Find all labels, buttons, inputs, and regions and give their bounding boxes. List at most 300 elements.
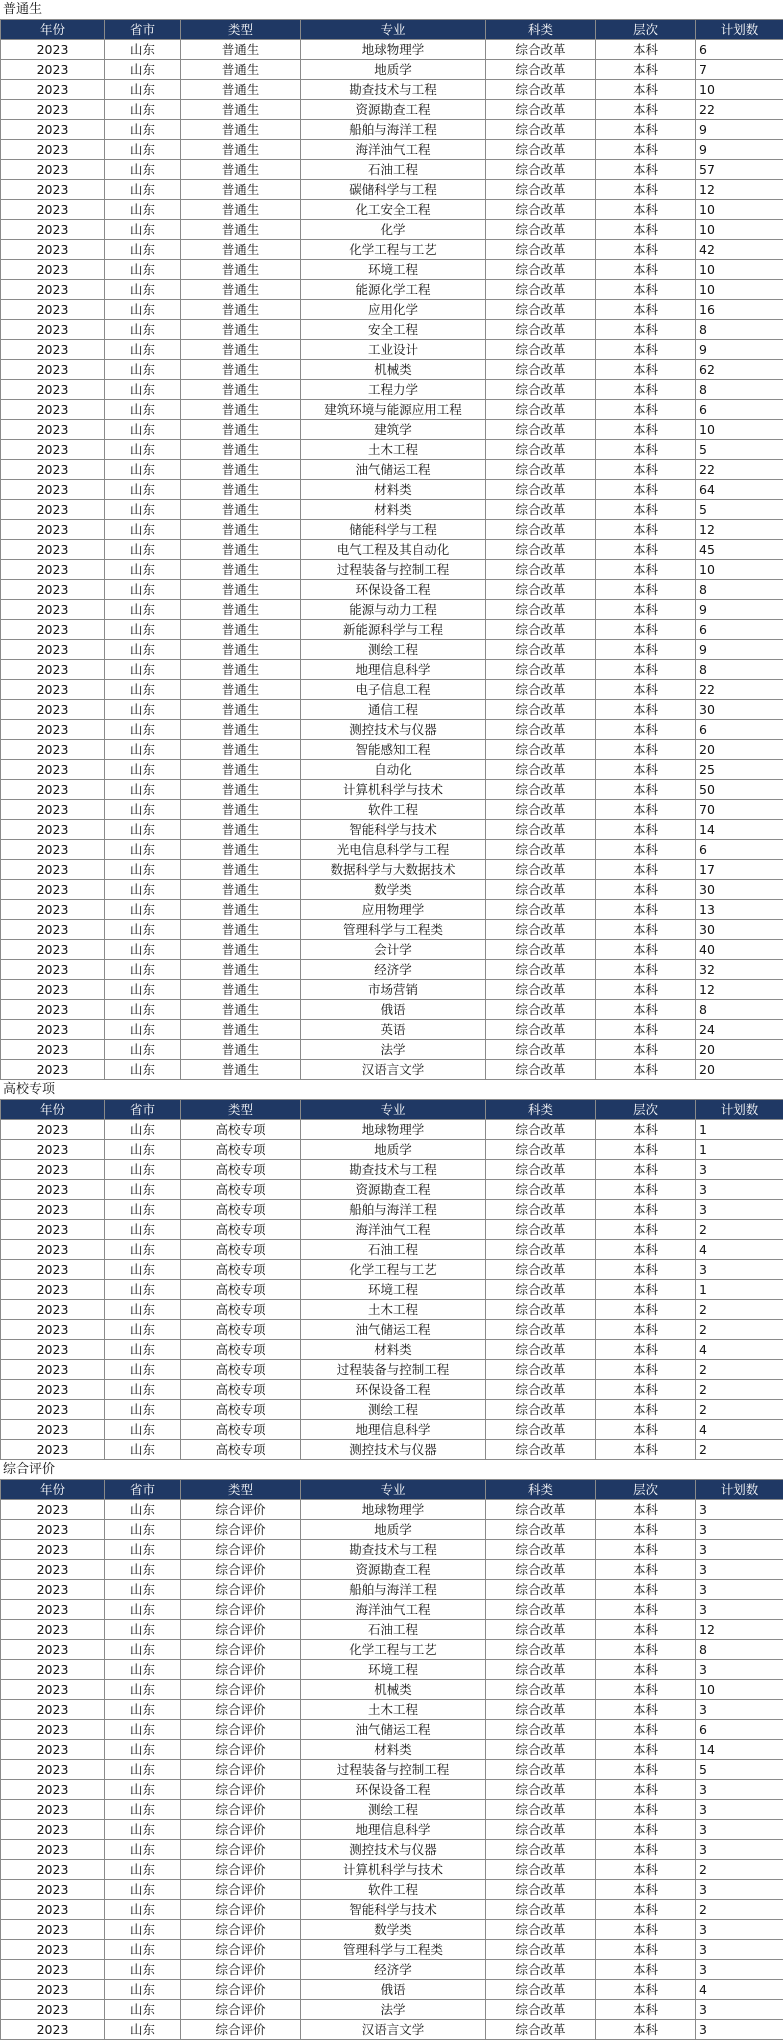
- year-cell: 2023: [1, 540, 105, 560]
- level-cell: 本科: [596, 820, 696, 840]
- province-cell: 山东: [105, 920, 181, 940]
- year-cell: 2023: [1, 860, 105, 880]
- year-cell: 2023: [1, 1300, 105, 1320]
- type-cell: 综合评价: [181, 2000, 301, 2020]
- category-cell: 综合改革: [486, 360, 596, 380]
- category-cell: 综合改革: [486, 1960, 596, 1980]
- province-cell: 山东: [105, 880, 181, 900]
- table-row: [1, 520, 783, 540]
- level-cell: 本科: [596, 220, 696, 240]
- plan-count-cell: 9: [696, 340, 783, 360]
- major-cell: 地理信息科学: [301, 660, 486, 680]
- year-cell: 2023: [1, 1820, 105, 1840]
- province-cell: 山东: [105, 1440, 181, 1460]
- type-cell: 普通生: [181, 980, 301, 1000]
- category-cell: 综合改革: [486, 820, 596, 840]
- level-cell: 本科: [596, 1860, 696, 1880]
- level-cell: 本科: [596, 1800, 696, 1820]
- column-header: 计划数: [696, 1100, 783, 1120]
- type-cell: 普通生: [181, 520, 301, 540]
- level-cell: 本科: [596, 140, 696, 160]
- year-cell: 2023: [1, 1720, 105, 1740]
- major-cell: 市场营销: [301, 980, 486, 1000]
- table-row: [1, 540, 783, 560]
- type-cell: 普通生: [181, 780, 301, 800]
- table-row: [1, 1740, 783, 1760]
- major-cell: 地质学: [301, 1520, 486, 1540]
- major-cell: 测绘工程: [301, 1400, 486, 1420]
- major-cell: 石油工程: [301, 1620, 486, 1640]
- table-row: [1, 140, 783, 160]
- type-cell: 高校专项: [181, 1120, 301, 1140]
- plan-count-cell: 4: [696, 1980, 783, 2000]
- header-row: [1, 1480, 783, 1500]
- major-cell: 测绘工程: [301, 1800, 486, 1820]
- plan-count-cell: 3: [696, 1940, 783, 1960]
- major-cell: 法学: [301, 2000, 486, 2020]
- plan-table: [0, 1099, 783, 1460]
- plan-count-cell: 4: [696, 1340, 783, 1360]
- year-cell: 2023: [1, 1880, 105, 1900]
- plan-count-cell: 30: [696, 920, 783, 940]
- level-cell: 本科: [596, 700, 696, 720]
- level-cell: 本科: [596, 620, 696, 640]
- plan-count-cell: 6: [696, 40, 783, 60]
- table-row: [1, 1920, 783, 1940]
- major-cell: 储能科学与工程: [301, 520, 486, 540]
- year-cell: 2023: [1, 200, 105, 220]
- year-cell: 2023: [1, 1000, 105, 1020]
- major-cell: 石油工程: [301, 1240, 486, 1260]
- column-header: 省市: [105, 1480, 181, 1500]
- type-cell: 高校专项: [181, 1340, 301, 1360]
- level-cell: 本科: [596, 1820, 696, 1840]
- type-cell: 普通生: [181, 900, 301, 920]
- province-cell: 山东: [105, 420, 181, 440]
- year-cell: 2023: [1, 1320, 105, 1340]
- major-cell: 俄语: [301, 1980, 486, 2000]
- year-cell: 2023: [1, 1020, 105, 1040]
- year-cell: 2023: [1, 920, 105, 940]
- level-cell: 本科: [596, 760, 696, 780]
- province-cell: 山东: [105, 40, 181, 60]
- year-cell: 2023: [1, 1800, 105, 1820]
- major-cell: 环保设备工程: [301, 1780, 486, 1800]
- plan-count-cell: 2: [696, 1860, 783, 1880]
- type-cell: 综合评价: [181, 1540, 301, 1560]
- category-cell: 综合改革: [486, 960, 596, 980]
- province-cell: 山东: [105, 2020, 181, 2040]
- table-row: [1, 1300, 783, 1320]
- province-cell: 山东: [105, 1200, 181, 1220]
- province-cell: 山东: [105, 1840, 181, 1860]
- type-cell: 普通生: [181, 60, 301, 80]
- province-cell: 山东: [105, 220, 181, 240]
- level-cell: 本科: [596, 1300, 696, 1320]
- category-cell: 综合改革: [486, 180, 596, 200]
- type-cell: 普通生: [181, 420, 301, 440]
- table-row: [1, 360, 783, 380]
- category-cell: 综合改革: [486, 1220, 596, 1240]
- category-cell: 综合改革: [486, 920, 596, 940]
- plan-count-cell: 6: [696, 400, 783, 420]
- level-cell: 本科: [596, 1400, 696, 1420]
- level-cell: 本科: [596, 800, 696, 820]
- province-cell: 山东: [105, 2000, 181, 2020]
- level-cell: 本科: [596, 640, 696, 660]
- plan-count-cell: 7: [696, 60, 783, 80]
- province-cell: 山东: [105, 820, 181, 840]
- type-cell: 综合评价: [181, 1740, 301, 1760]
- plan-count-cell: 8: [696, 320, 783, 340]
- province-cell: 山东: [105, 580, 181, 600]
- table-row: [1, 1960, 783, 1980]
- major-cell: 环境工程: [301, 1280, 486, 1300]
- plan-count-cell: 3: [696, 1800, 783, 1820]
- table-row: [1, 880, 783, 900]
- level-cell: 本科: [596, 480, 696, 500]
- level-cell: 本科: [596, 340, 696, 360]
- year-cell: 2023: [1, 340, 105, 360]
- type-cell: 综合评价: [181, 1760, 301, 1780]
- category-cell: 综合改革: [486, 380, 596, 400]
- category-cell: 综合改革: [486, 80, 596, 100]
- plan-table: [0, 1479, 783, 2040]
- province-cell: 山东: [105, 1020, 181, 1040]
- province-cell: 山东: [105, 540, 181, 560]
- column-header: 类型: [181, 1480, 301, 1500]
- level-cell: 本科: [596, 460, 696, 480]
- province-cell: 山东: [105, 900, 181, 920]
- major-cell: 船舶与海洋工程: [301, 1200, 486, 1220]
- major-cell: 测控技术与仪器: [301, 1840, 486, 1860]
- province-cell: 山东: [105, 460, 181, 480]
- table-row: [1, 1360, 783, 1380]
- table-row: [1, 1900, 783, 1920]
- plan-count-cell: 10: [696, 200, 783, 220]
- plan-count-cell: 10: [696, 80, 783, 100]
- year-cell: 2023: [1, 180, 105, 200]
- level-cell: 本科: [596, 2020, 696, 2040]
- year-cell: 2023: [1, 420, 105, 440]
- major-cell: 光电信息科学与工程: [301, 840, 486, 860]
- year-cell: 2023: [1, 1240, 105, 1260]
- plan-count-cell: 8: [696, 580, 783, 600]
- category-cell: 综合改革: [486, 1680, 596, 1700]
- category-cell: 综合改革: [486, 340, 596, 360]
- table-row: [1, 780, 783, 800]
- type-cell: 综合评价: [181, 1860, 301, 1880]
- level-cell: 本科: [596, 1520, 696, 1540]
- type-cell: 普通生: [181, 860, 301, 880]
- year-cell: 2023: [1, 1980, 105, 2000]
- year-cell: 2023: [1, 1660, 105, 1680]
- province-cell: 山东: [105, 1640, 181, 1660]
- province-cell: 山东: [105, 1700, 181, 1720]
- plan-count-cell: 3: [696, 1500, 783, 1520]
- column-header: 科类: [486, 1100, 596, 1120]
- major-cell: 地质学: [301, 60, 486, 80]
- category-cell: 综合改革: [486, 700, 596, 720]
- category-cell: 综合改革: [486, 980, 596, 1000]
- major-cell: 油气储运工程: [301, 1720, 486, 1740]
- year-cell: 2023: [1, 40, 105, 60]
- type-cell: 高校专项: [181, 1380, 301, 1400]
- province-cell: 山东: [105, 1820, 181, 1840]
- table-row: [1, 2000, 783, 2020]
- province-cell: 山东: [105, 1600, 181, 1620]
- province-cell: 山东: [105, 1540, 181, 1560]
- year-cell: 2023: [1, 140, 105, 160]
- year-cell: 2023: [1, 1700, 105, 1720]
- table-row: [1, 860, 783, 880]
- type-cell: 综合评价: [181, 1680, 301, 1700]
- plan-count-cell: 22: [696, 680, 783, 700]
- type-cell: 高校专项: [181, 1300, 301, 1320]
- year-cell: 2023: [1, 1260, 105, 1280]
- level-cell: 本科: [596, 780, 696, 800]
- category-cell: 综合改革: [486, 1740, 596, 1760]
- year-cell: 2023: [1, 1120, 105, 1140]
- table-row: [1, 280, 783, 300]
- province-cell: 山东: [105, 740, 181, 760]
- category-cell: 综合改革: [486, 1580, 596, 1600]
- province-cell: 山东: [105, 120, 181, 140]
- level-cell: 本科: [596, 900, 696, 920]
- province-cell: 山东: [105, 1520, 181, 1540]
- province-cell: 山东: [105, 480, 181, 500]
- type-cell: 普通生: [181, 140, 301, 160]
- category-cell: 综合改革: [486, 400, 596, 420]
- year-cell: 2023: [1, 2000, 105, 2020]
- major-cell: 海洋油气工程: [301, 1600, 486, 1620]
- level-cell: 本科: [596, 200, 696, 220]
- table-row: [1, 1440, 783, 1460]
- year-cell: 2023: [1, 1560, 105, 1580]
- column-header: 计划数: [696, 20, 783, 40]
- year-cell: 2023: [1, 940, 105, 960]
- type-cell: 普通生: [181, 160, 301, 180]
- column-header: 科类: [486, 20, 596, 40]
- type-cell: 综合评价: [181, 1820, 301, 1840]
- plan-count-cell: 6: [696, 620, 783, 640]
- category-cell: 综合改革: [486, 1760, 596, 1780]
- table-row: [1, 760, 783, 780]
- major-cell: 油气储运工程: [301, 460, 486, 480]
- category-cell: 综合改革: [486, 1940, 596, 1960]
- plan-count-cell: 3: [696, 1660, 783, 1680]
- table-row: [1, 840, 783, 860]
- level-cell: 本科: [596, 1180, 696, 1200]
- table-row: [1, 680, 783, 700]
- province-cell: 山东: [105, 360, 181, 380]
- type-cell: 普通生: [181, 800, 301, 820]
- plan-count-cell: 2: [696, 1320, 783, 1340]
- level-cell: 本科: [596, 980, 696, 1000]
- plan-count-cell: 22: [696, 100, 783, 120]
- plan-count-cell: 9: [696, 120, 783, 140]
- table-row: [1, 1600, 783, 1620]
- table-row: [1, 1880, 783, 1900]
- table-row: [1, 1160, 783, 1180]
- level-cell: 本科: [596, 1360, 696, 1380]
- year-cell: 2023: [1, 1500, 105, 1520]
- category-cell: 综合改革: [486, 860, 596, 880]
- category-cell: 综合改革: [486, 1980, 596, 2000]
- province-cell: 山东: [105, 860, 181, 880]
- level-cell: 本科: [596, 1920, 696, 1940]
- table-row: [1, 460, 783, 480]
- year-cell: 2023: [1, 720, 105, 740]
- category-cell: 综合改革: [486, 1340, 596, 1360]
- table-row: [1, 1520, 783, 1540]
- major-cell: 通信工程: [301, 700, 486, 720]
- category-cell: 综合改革: [486, 1660, 596, 1680]
- province-cell: 山东: [105, 1920, 181, 1940]
- level-cell: 本科: [596, 600, 696, 620]
- plan-count-cell: 42: [696, 240, 783, 260]
- plan-count-cell: 3: [696, 1560, 783, 1580]
- major-cell: 化工安全工程: [301, 200, 486, 220]
- province-cell: 山东: [105, 800, 181, 820]
- header-row: [1, 1100, 783, 1120]
- type-cell: 普通生: [181, 40, 301, 60]
- table-row: [1, 560, 783, 580]
- table-row: [1, 640, 783, 660]
- level-cell: 本科: [596, 180, 696, 200]
- type-cell: 综合评价: [181, 1880, 301, 1900]
- year-cell: 2023: [1, 820, 105, 840]
- level-cell: 本科: [596, 1740, 696, 1760]
- type-cell: 综合评价: [181, 1620, 301, 1640]
- type-cell: 综合评价: [181, 1900, 301, 1920]
- table-row: [1, 1320, 783, 1340]
- type-cell: 普通生: [181, 260, 301, 280]
- year-cell: 2023: [1, 1740, 105, 1760]
- plan-count-cell: 8: [696, 660, 783, 680]
- type-cell: 普通生: [181, 700, 301, 720]
- level-cell: 本科: [596, 1980, 696, 2000]
- plan-count-cell: 5: [696, 440, 783, 460]
- plan-count-cell: 22: [696, 460, 783, 480]
- plan-count-cell: 13: [696, 900, 783, 920]
- type-cell: 普通生: [181, 360, 301, 380]
- year-cell: 2023: [1, 1420, 105, 1440]
- type-cell: 高校专项: [181, 1360, 301, 1380]
- type-cell: 综合评价: [181, 1560, 301, 1580]
- column-header: 年份: [1, 20, 105, 40]
- major-cell: 勘查技术与工程: [301, 1540, 486, 1560]
- table-row: [1, 1040, 783, 1060]
- level-cell: 本科: [596, 1240, 696, 1260]
- major-cell: 自动化: [301, 760, 486, 780]
- major-cell: 能源化学工程: [301, 280, 486, 300]
- level-cell: 本科: [596, 80, 696, 100]
- plan-count-cell: 57: [696, 160, 783, 180]
- type-cell: 普通生: [181, 280, 301, 300]
- category-cell: 综合改革: [486, 1140, 596, 1160]
- table-row: [1, 500, 783, 520]
- major-cell: 应用化学: [301, 300, 486, 320]
- table-row: [1, 1760, 783, 1780]
- major-cell: 计算机科学与技术: [301, 780, 486, 800]
- major-cell: 地理信息科学: [301, 1820, 486, 1840]
- major-cell: 海洋油气工程: [301, 1220, 486, 1240]
- category-cell: 综合改革: [486, 140, 596, 160]
- province-cell: 山东: [105, 440, 181, 460]
- category-cell: 综合改革: [486, 1300, 596, 1320]
- category-cell: 综合改革: [486, 1040, 596, 1060]
- type-cell: 普通生: [181, 220, 301, 240]
- plan-count-cell: 3: [696, 1200, 783, 1220]
- column-header: 专业: [301, 20, 486, 40]
- type-cell: 综合评价: [181, 1640, 301, 1660]
- plan-count-cell: 6: [696, 720, 783, 740]
- plan-count-cell: 2: [696, 1440, 783, 1460]
- table-row: [1, 980, 783, 1000]
- year-cell: 2023: [1, 1040, 105, 1060]
- year-cell: 2023: [1, 760, 105, 780]
- level-cell: 本科: [596, 1900, 696, 1920]
- level-cell: 本科: [596, 1960, 696, 1980]
- major-cell: 地球物理学: [301, 1120, 486, 1140]
- major-cell: 地质学: [301, 1140, 486, 1160]
- major-cell: 汉语言文学: [301, 2020, 486, 2040]
- plan-table: [0, 19, 783, 1080]
- category-cell: 综合改革: [486, 940, 596, 960]
- level-cell: 本科: [596, 680, 696, 700]
- major-cell: 新能源科学与工程: [301, 620, 486, 640]
- table-row: [1, 1380, 783, 1400]
- table-row: [1, 1180, 783, 1200]
- category-cell: 综合改革: [486, 1820, 596, 1840]
- table-row: [1, 380, 783, 400]
- province-cell: 山东: [105, 1360, 181, 1380]
- year-cell: 2023: [1, 1960, 105, 1980]
- major-cell: 材料类: [301, 1740, 486, 1760]
- level-cell: 本科: [596, 1500, 696, 1520]
- plan-count-cell: 14: [696, 1740, 783, 1760]
- province-cell: 山东: [105, 1160, 181, 1180]
- category-cell: 综合改革: [486, 880, 596, 900]
- table-row: [1, 1840, 783, 1860]
- year-cell: 2023: [1, 1600, 105, 1620]
- type-cell: 普通生: [181, 940, 301, 960]
- province-cell: 山东: [105, 1280, 181, 1300]
- major-cell: 软件工程: [301, 1880, 486, 1900]
- year-cell: 2023: [1, 100, 105, 120]
- table-row: [1, 1060, 783, 1080]
- province-cell: 山东: [105, 680, 181, 700]
- table-row: [1, 1560, 783, 1580]
- year-cell: 2023: [1, 1940, 105, 1960]
- table-row: [1, 80, 783, 100]
- province-cell: 山东: [105, 260, 181, 280]
- table-row: [1, 1200, 783, 1220]
- plan-count-cell: 10: [696, 560, 783, 580]
- category-cell: 综合改革: [486, 60, 596, 80]
- level-cell: 本科: [596, 1840, 696, 1860]
- type-cell: 普通生: [181, 500, 301, 520]
- level-cell: 本科: [596, 1580, 696, 1600]
- type-cell: 高校专项: [181, 1240, 301, 1260]
- type-cell: 综合评价: [181, 1980, 301, 2000]
- year-cell: 2023: [1, 460, 105, 480]
- level-cell: 本科: [596, 1560, 696, 1580]
- level-cell: 本科: [596, 840, 696, 860]
- level-cell: 本科: [596, 440, 696, 460]
- year-cell: 2023: [1, 400, 105, 420]
